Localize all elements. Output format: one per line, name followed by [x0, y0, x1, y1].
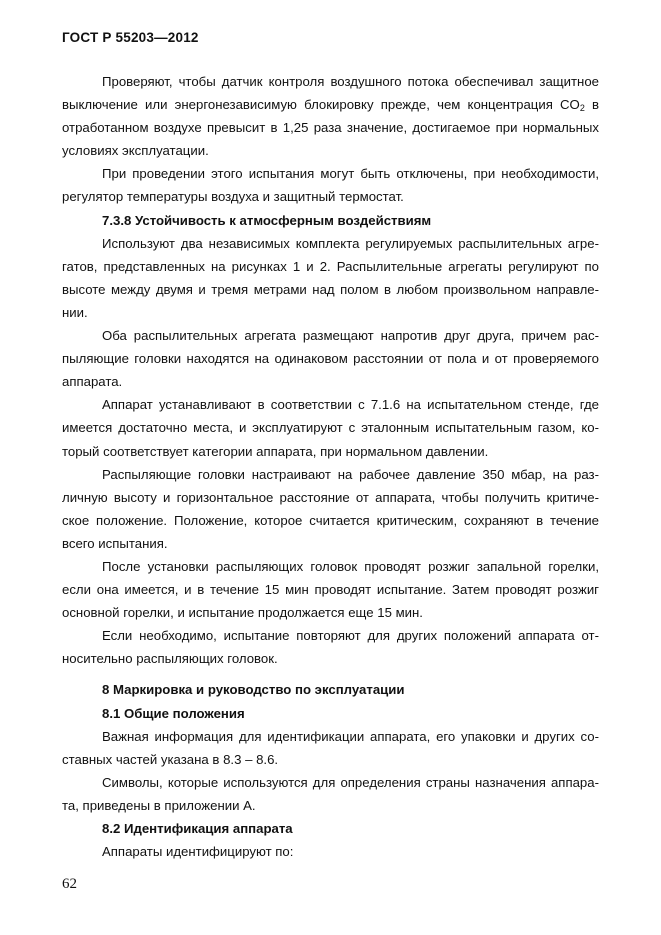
text-line: Символы, которые используются для определения страны назначения аппара-: [102, 774, 599, 790]
section-heading-8-1: 8.1 Общие положения: [102, 705, 245, 721]
text-line: торый соответствует категории аппарата, при нормальном давлении.: [62, 443, 489, 459]
paragraph-spray-pressure: [62, 463, 599, 555]
page-number: 62: [62, 876, 77, 892]
document-body: [62, 70, 599, 863]
text-line: пыляющие головки находятся на одинаковом расстоянии от пола и от проверяемого: [62, 351, 599, 367]
text-line: [62, 93, 599, 116]
document-header: ГОСТ Р 55203—2012: [62, 30, 199, 45]
paragraph-spray-placement: [62, 324, 599, 393]
paragraph-airflow-sensor: [62, 70, 599, 162]
paragraph-spray-units: [62, 232, 599, 324]
subscript: 2: [579, 103, 585, 114]
text-line: Важная информация для идентификации аппарата, его упаковки и других со-: [102, 728, 599, 744]
text-line: отработанном воздухе превысит в 1,25 раза значение, достигаемое при нормальных: [62, 120, 599, 136]
text-line: если она имеется, и в течение 15 мин проводят испытание. Затем проводят розжиг: [62, 582, 599, 598]
text-line: ское положение. Положение, которое считается критическим, сохраняют в течение: [62, 512, 599, 528]
paragraph-symbols: [62, 771, 599, 817]
paragraph-ignition-test: [62, 555, 599, 624]
text-line: высоте между двумя и тремя метрами над полом в любом произвольном направле-: [62, 281, 599, 297]
text-line: та, приведены в приложении А.: [62, 797, 256, 813]
text-fragment: в: [584, 97, 600, 113]
text-line: гатов, представленных на рисунках 1 и 2. Распылительные агрегаты регулируют по: [62, 258, 599, 274]
text-line: После установки распыляющих головок проводят розжиг запальной горелки,: [102, 558, 599, 574]
section-heading-8: 8 Маркировка и руководство по эксплуатации: [102, 682, 405, 698]
text-line: имеется достаточно места, и эксплуатируют с эталонным испытательным газом, ко-: [62, 420, 599, 436]
text-line: носительно распыляющих головок.: [62, 651, 278, 667]
text-line: аппарата.: [62, 374, 123, 390]
text-line: Распыляющие головки настраивают на рабочее давление 350 мбар, на раз-: [102, 466, 599, 482]
paragraph-appliance-installation: [62, 393, 599, 462]
paragraph-identification-info: [62, 725, 599, 771]
paragraph-identified-by: [62, 840, 599, 863]
text-fragment: выключение или энергонезависимую блокировку прежде, чем концентрация CO: [62, 97, 580, 113]
text-line: основной горелки, и испытание продолжается еще 15 мин.: [62, 605, 423, 621]
text-line: всего испытания.: [62, 535, 168, 551]
text-line: Проверяют, чтобы датчик контроля воздушного потока обеспечивал защитное: [102, 74, 599, 89]
text-line: регулятор температуры воздуха и защитный термостат.: [62, 189, 404, 205]
section-heading-8-2: 8.2 Идентификация аппарата: [102, 821, 293, 836]
paragraph-test-disable: [62, 162, 599, 208]
text-line: Если необходимо, испытание повторяют для других положений аппарата от-: [102, 628, 599, 644]
text-line: нии.: [62, 304, 88, 320]
text-line: личную высоту и горизонтальное расстояние от аппарата, чтобы получить критиче-: [62, 489, 599, 505]
text-line: Используют два независимых комплекта регулируемых распылительных агре-: [102, 235, 599, 251]
text-line: ставных частей указана в 8.3 – 8.6.: [62, 751, 279, 767]
section-heading-7-3-8: 7.3.8 Устойчивость к атмосферным воздействиям: [102, 212, 432, 228]
text-line: При проведении этого испытания могут быть отключены, при необходимости,: [102, 166, 599, 182]
paragraph-repeat-test: [62, 624, 599, 670]
text-line: условиях эксплуатации.: [62, 143, 209, 159]
text-line: Аппараты идентифицируют по:: [102, 844, 294, 860]
text-line: Оба распылительных агрегата размещают напротив друг друга, причем рас-: [102, 328, 599, 344]
text-line: Аппарат устанавливают в соответствии с 7.1.6 на испытательном стенде, где: [102, 397, 599, 413]
